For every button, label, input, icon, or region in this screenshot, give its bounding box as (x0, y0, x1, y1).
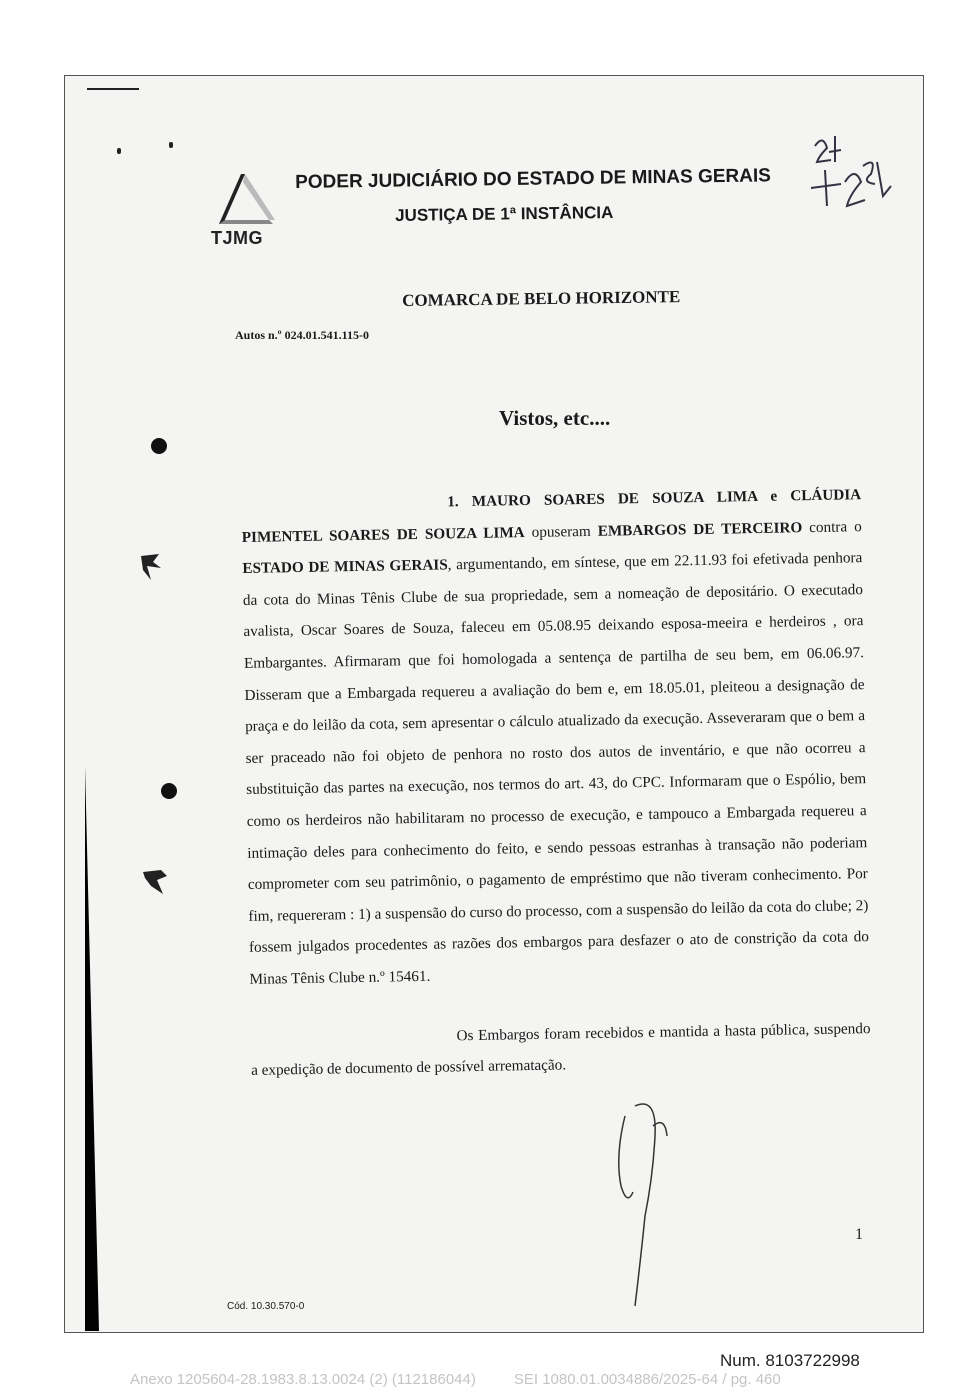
court-name: PODER JUDICIÁRIO DO ESTADO DE MINAS GERAIS (295, 165, 772, 193)
text-run: , argumentando, em síntese, que em 22.11.93 foi efetivada penhora da cota do Minas Tênis Clube de sua propriedade, sem a nomeação de depositário. O executado avalista, Oscar Soares de Souza, faleceu em 05.08.95 deixando esposa-meeira e herdeiros , ora Embargantes. Afirmaram que foi homologada a sentença de partilha de seu bem, em 06.06.97. Disseram que a Embargada requereu a avaliação do bem e, em 18.05.01, pleiteou a designação de praça e do leilão da cota, sem apresentar o cálculo atualizado da execução. Asseveraram que o bem a ser praceado não foi objeto de penhora no rosto dos autos de inventário, e que não ocorreu a substituição das partes na execução, nos termos do art. 43, do CPC. Informaram que o Espólio, bem como os herdeiros não habilitaram no processo de execução, e tampouco a Embargada requereu a intimação deles para conhecimento do feito, e sendo pessoas estranhas à transação não poderiam comprometer com seu patrimônio, o pagamento de empréstimo que não tiveram conhecimento. Por fim, requereram : 1) a suspensão do curso do processo, com a suspensão do leilão da cota do clube; 2) fossem julgados procedentes as razões dos embargos para desfazer o ato de constrição da cota do Minas Tênis Clube n.º 15461. (242, 549, 870, 988)
staple-mark-icon (139, 552, 163, 582)
vistos-heading: Vistos, etc.... (499, 406, 611, 430)
scanned-page (64, 75, 924, 1333)
punch-hole (151, 438, 167, 454)
scan-shadow-bar (85, 766, 99, 1331)
paragraph-2: Os Embargos foram recebidos e mantida a hasta pública, suspendo a expedição de documento de possível arrematação. (250, 1019, 871, 1080)
signature-mark (595, 1096, 685, 1316)
comarca-heading: COMARCA DE BELO HORIZONTE (402, 287, 681, 310)
court-instance: JUSTIÇA DE 1ª INSTÂNCIA (395, 202, 614, 225)
scan-speck (169, 142, 173, 148)
bold-text-run: 1. MAURO SOARES DE SOUZA LIMA e CLÁUDIA PIMENTEL SOARES DE SOUZA LIMA (241, 486, 862, 546)
logo-text: TJMG (211, 228, 264, 248)
bold-text-run: EMBARGOS DE TERCEIRO (597, 518, 803, 540)
punch-hole (161, 783, 177, 799)
page-number: 1 (855, 1226, 863, 1243)
text-run: opuseram (524, 522, 598, 541)
text-run: contra o (802, 517, 862, 536)
paragraph-1 (241, 479, 870, 995)
handwritten-marginal-note (805, 126, 895, 226)
document-number-stamp: Num. 8103722998 (720, 1351, 860, 1370)
annex-footer (130, 1371, 781, 1388)
annex-reference: Anexo 1205604-28.1983.8.13.0024 (2) (112186044) (130, 1371, 476, 1388)
decision-body (241, 479, 871, 1086)
scan-speck (117, 148, 121, 154)
staple-mark-icon (143, 866, 167, 896)
scan-edge-line (87, 88, 139, 90)
sei-reference: SEI 1080.01.0034886/2025-64 / pg. 460 (513, 1371, 781, 1388)
case-number: Autos n.º 024.01.541.115-0 (235, 328, 369, 342)
form-code: Cód. 10.30.570-0 (227, 1301, 305, 1312)
bold-text-run: ESTADO DE MINAS GERAIS (242, 556, 448, 578)
